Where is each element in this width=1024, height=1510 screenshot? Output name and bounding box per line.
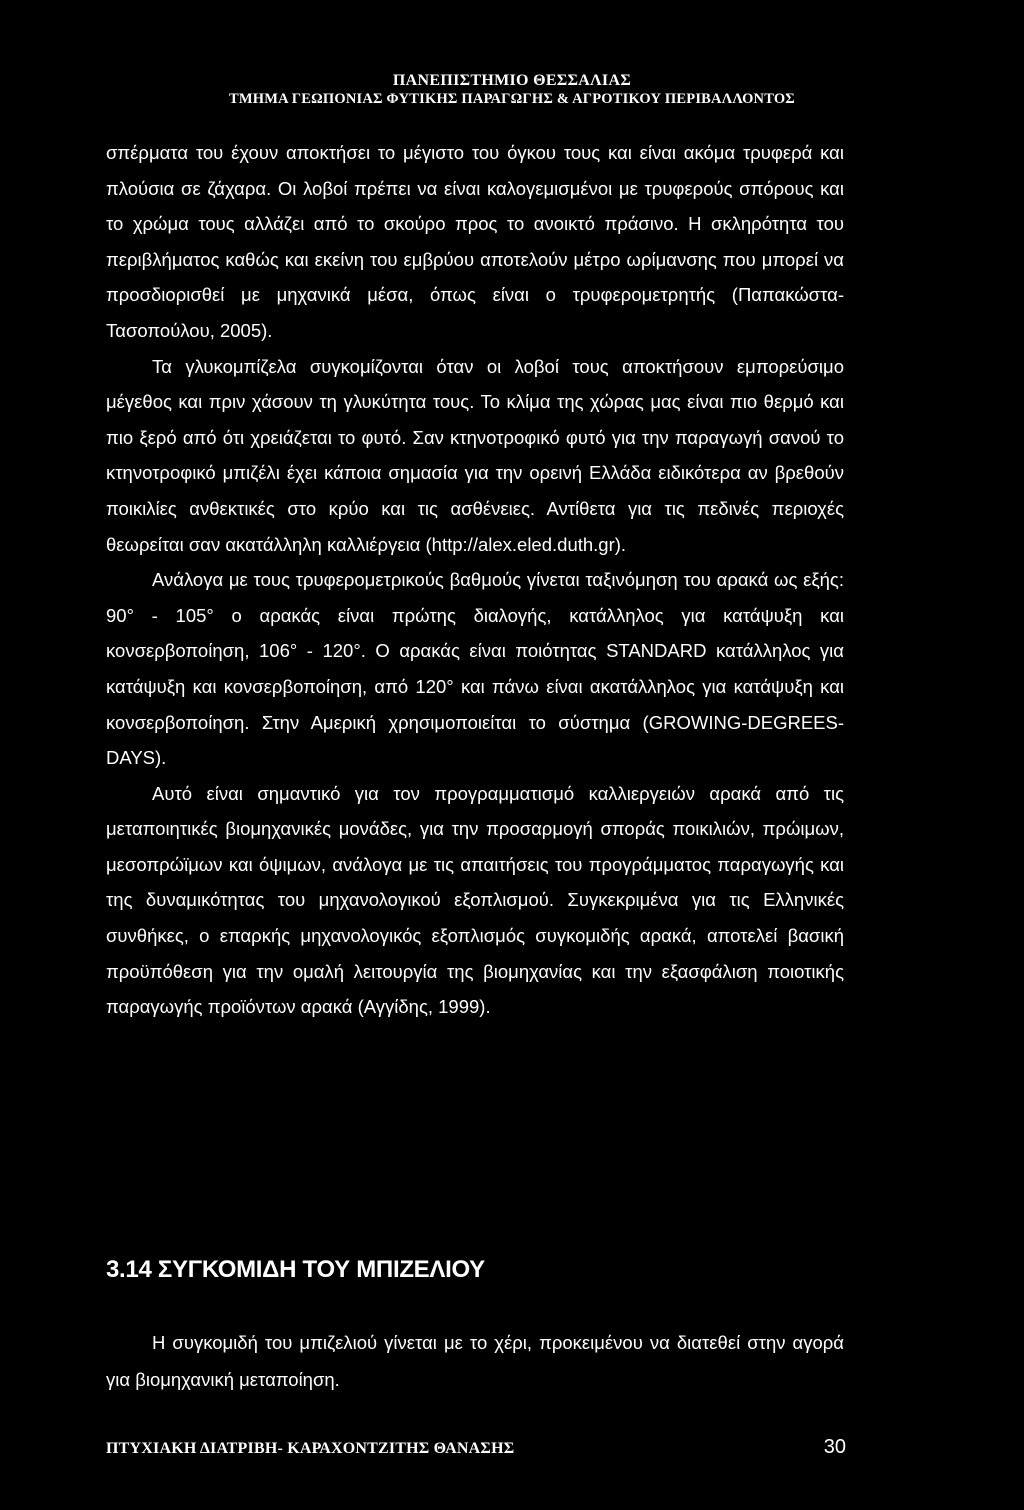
footer-title: ΠΤΥΧΙΑΚΗ ΔΙΑΤΡΙΒΗ- ΚΑΡΑΧΟΝΤΖΙΤΗΣ ΘΑΝΑΣΗΣ xyxy=(106,1440,515,1457)
department-name: ΤΜΗΜΑ ΓΕΩΠΟΝΙΑΣ ΦΥΤΙΚΗΣ ΠΑΡΑΓΩΓΗΣ & ΑΓΡΟΤΙΚΟΥ ΠΕΡΙΒΑΛΛΟΝΤΟΣ xyxy=(228,91,795,107)
page-footer xyxy=(106,1436,846,1459)
paragraph-2: Τα γλυκομπίζελα συγκομίζονται όταν οι λοβοί τους αποκτήσουν εμπορεύσιμο μέγεθος και πριν χάσουν τη γλυκύτητα τους. Το κλίμα της χώρας μας είναι πιο θερμό και πιο ξερό από ότι χρειάζεται το φυτό. Σαν κτηνοτροφικό φυτό για την παραγωγή σανού το κτηνοτροφικό μπιζέλι έχει κάποια σημασία για την ορεινή Ελλάδα ειδικότερα αν βρεθούν ποικιλίες ανθεκτικές στο κρύο και τις ασθένειες. Αντίθετα για τις πεδινές περιοχές θεωρείται σαν ακατάλληλη καλλιέργεια (http://alex.eled.duth.gr). xyxy=(106,355,844,555)
university-name: ΠΑΝΕΠΙΣΤΗΜΙΟ ΘΕΣΣΑΛΙΑΣ xyxy=(392,72,632,89)
paragraph-3: Ανάλογα με τους τρυφερομετρικούς βαθμούς γίνεται ταξινόμηση του αρακά ως εξής: 90° - 105° ο αρακάς είναι πρώτης διαλογής, κατάλληλος για κατάψυξη και κονσερβοποίηση, 106° - 120°. Ο αρακάς είναι ποιότητας STANDARD κατάλληλος για κατάψυξη και κονσερβοποίηση, από 120° και πάνω είναι ακατάλληλος για κατάψυξη και κονσερβοποίηση. Στην Αμερική χρησιμοποιείται το σύστημα (GROWING-DEGREES-DAYS). xyxy=(106,569,844,769)
section-heading: 3.14 ΣΥΓΚΟΜΙΔΗ ΤΟΥ ΜΠΙΖΕΛΙΟΥ xyxy=(106,1256,485,1283)
page-header xyxy=(0,72,1024,108)
section-paragraph: Η συγκομιδή του μπιζελιού γίνεται με το χέρι, προκειμένου να διατεθεί στην αγορά για βιομηχανική μεταποίηση. xyxy=(106,1332,844,1390)
paragraph-4: Αυτό είναι σημαντικό για τον προγραμματισμό καλλιεργειών αρακά από τις μεταποιητικές βιομηχανικές μονάδες, για την προσαρμογή σποράς ποικιλιών, πρώιμων, μεσοπρώϊμων και όψιμων, ανάλογα με τις απαιτήσεις του προγράμματος παραγωγής και της δυναμικότητας του μηχανολογικού εξοπλισμού. Συγκεκριμένα για τις Ελληνικές συνθήκες, ο επαρκής μηχανολογικός εξοπλισμός συγκομιδής αρακά, αποτελεί βασική προϋπόθεση για την ομαλή λειτουργία της βιομηχανίας και την εξασφάλιση ποιοτικής παραγωγής προϊόντων αρακά (Αγγίδης, 1999). xyxy=(106,782,844,1018)
page-number: 30 xyxy=(823,1436,846,1458)
section-body xyxy=(106,1324,844,1398)
body-text xyxy=(106,135,844,1025)
paragraph-1: σπέρματα του έχουν αποκτήσει το μέγιστο του όγκου τους και είναι ακόμα τρυφερά και πλούσια σε ζάχαρα. Οι λοβοί πρέπει να είναι καλογεμισμένοι με τρυφερούς σπόρους και το χρώμα τους αλλάζει από το σκούρο προς το ανοικτό πράσινο. Η σκληρότητα του περιβλήματος καθώς και εκείνη του εμβρύου αποτελούν μέτρο ωρίμανσης που μπορεί να προσδιορισθεί με μηχανικά μέσα, όπως είναι ο τρυφερομετρητής (Παπακώστα-Τασοπούλου, 2005). xyxy=(106,142,844,341)
